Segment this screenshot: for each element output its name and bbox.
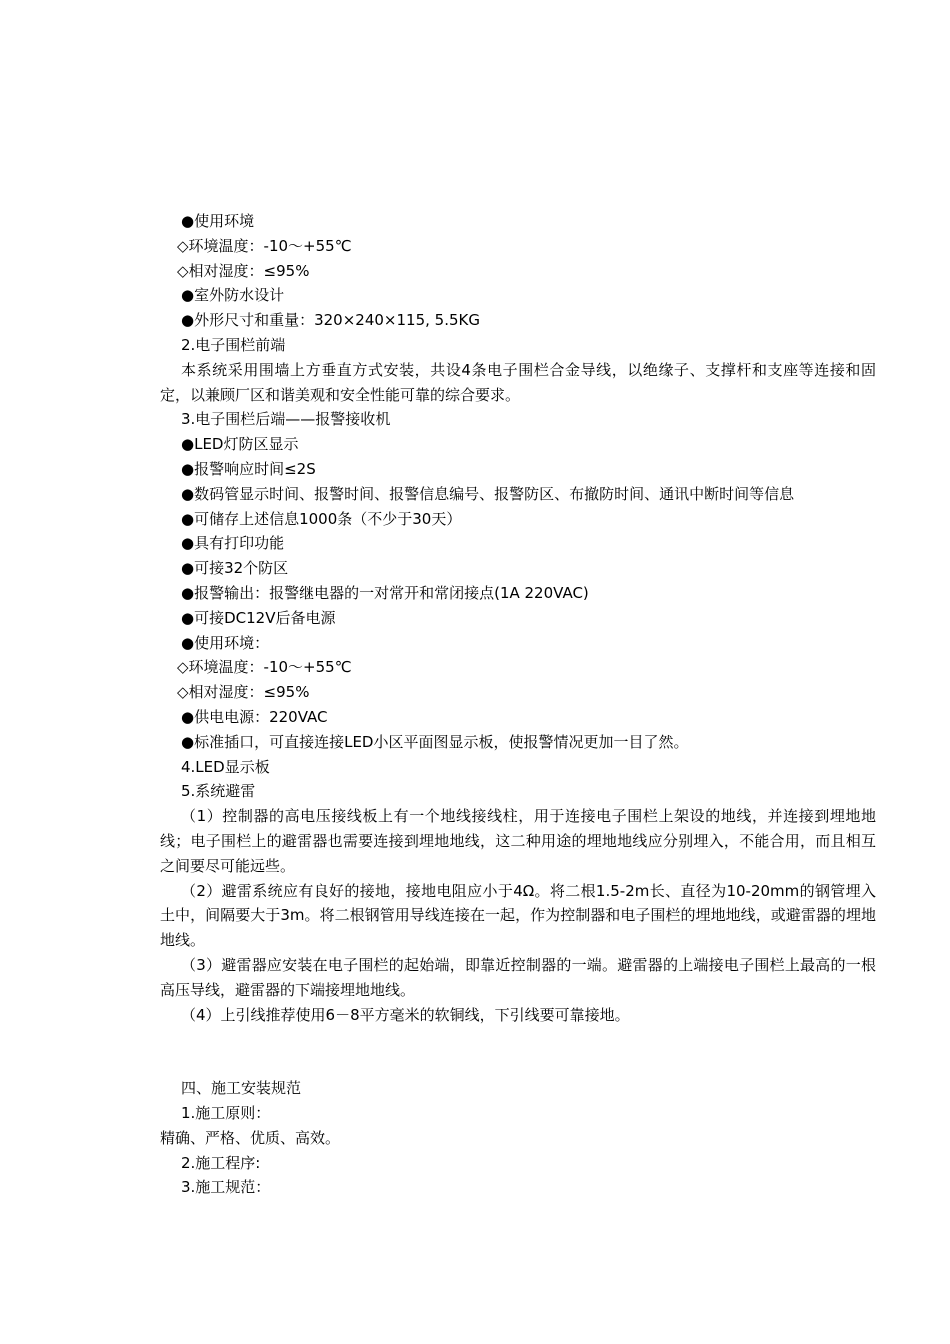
bullet-power-supply: ●供电电源：220VAC xyxy=(181,707,328,726)
bullet-storage: ●可储存上述信息1000条（不少于30天） xyxy=(181,509,462,528)
paragraph-lightning-3: （3）避雷器应安装在电子围栏的起始端，即靠近控制器的一端。避雷器的上端接电子围栏上最高的一根高压导线，避雷器的下端接埋地地线。 xyxy=(160,955,876,999)
section4-item3: 3.施工规范： xyxy=(181,1178,271,1197)
section4-item1-text: 精确、严格、优质、高效。 xyxy=(160,1128,341,1147)
env-humidity: ◇相对湿度：≤95% xyxy=(177,261,310,280)
document-page xyxy=(160,209,876,1200)
bullet-led-zone: ●LED灯防区显示 xyxy=(181,435,299,454)
heading-fence-front: 2.电子围栏前端 xyxy=(181,335,286,354)
bullet-display-info: ●数码管显示时间、报警时间、报警信息编号、报警防区、布撤防时间、通讯中断时间等信息 xyxy=(181,484,795,503)
section-gap xyxy=(160,1027,876,1076)
env-temperature: ◇环境温度：-10～+55℃ xyxy=(177,236,352,255)
env-humidity-2: ◇相对湿度：≤95% xyxy=(177,683,310,702)
bullet-dimensions: ●外形尺寸和重量：320×240×115, 5.5KG xyxy=(181,311,480,330)
env-temperature-2: ◇环境温度：-10～+55℃ xyxy=(177,658,352,677)
bullet-waterproof: ●室外防水设计 xyxy=(181,286,285,305)
bullet-env: ●使用环境 xyxy=(181,212,255,230)
paragraph-lightning-4: （4）上引线推荐使用6－8平方毫米的软铜线，下引线要可靠接地。 xyxy=(181,1005,630,1024)
bullet-print: ●具有打印功能 xyxy=(181,534,285,553)
section4-title: 四、施工安装规范 xyxy=(181,1079,302,1098)
bullet-alarm-output: ●报警输出：报警继电器的一对常开和常闭接点(1A 220VAC) xyxy=(181,583,589,602)
paragraph-lightning-1: （1）控制器的高电压接线板上有一个地线接线柱，用于连接电子围栏上架设的地线，并连接到埋地地线；电子围栏上的避雷器也需要连接到埋地地线，这二种用途的埋地地线应分别埋入，不能合用，而且相互之间要尽可能远些。 xyxy=(160,807,876,875)
paragraph-fence-front: 本系统采用围墙上方垂直方式安装，共设4条电子围栏合金导线，以绝缘子、支撑杆和支座等连接和固定，以兼顾厂区和谐美观和安全性能可靠的综合要求。 xyxy=(160,360,876,404)
section4-item1: 1.施工原则： xyxy=(181,1104,271,1123)
bullet-zones: ●可接32个防区 xyxy=(181,559,289,578)
bullet-response-time: ●报警响应时间≤2S xyxy=(181,459,316,478)
bullet-backup-power: ●可接DC12V后备电源 xyxy=(181,608,336,627)
bullet-env-2: ●使用环境： xyxy=(181,633,270,652)
heading-led-board: 4.LED显示板 xyxy=(181,757,270,776)
heading-lightning: 5.系统避雷 xyxy=(181,782,256,801)
bullet-standard-port: ●标准插口，可直接连接LED小区平面图显示板，使报警情况更加一目了然。 xyxy=(181,732,689,751)
heading-fence-back: 3.电子围栏后端——报警接收机 xyxy=(181,410,391,429)
paragraph-lightning-2: （2）避雷系统应有良好的接地，接地电阻应小于4Ω。将二根1.5-2m长、直径为10-20mm的钢管埋入土中，间隔要大于3m。将二根钢管用导线连接在一起，作为控制器和电子围栏的埋地地线，或避雷器的埋地地线。 xyxy=(160,881,876,950)
section4-item2: 2.施工程序: xyxy=(181,1153,261,1172)
